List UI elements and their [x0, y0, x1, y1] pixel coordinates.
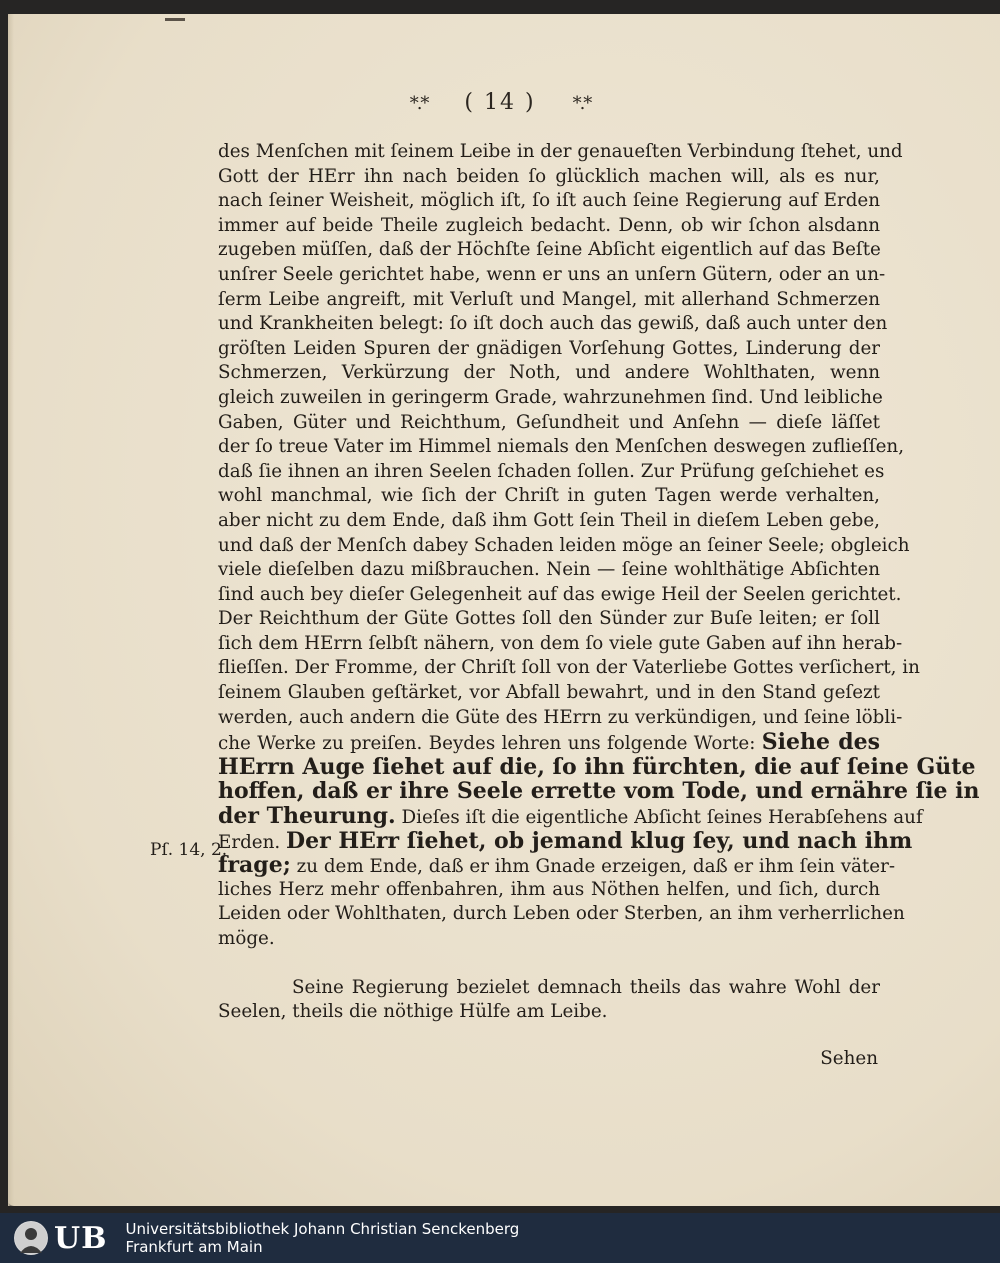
text-line: ſeinem Glauben geſtärket, vor Abfall bewahrt, und in den Stand geſezt — [218, 682, 880, 704]
text-line: zugeben müſſen, daß der Höchſte ſeine Abſicht eigentlich auf das Beſte — [218, 239, 881, 261]
text-line: Gott der HErr ihn nach beiden ſo glücklich machen will, als es nur, — [218, 165, 880, 187]
quote-segment: der Theurung. — [218, 803, 396, 830]
text-line: gröſten Leiden Spuren der gnädigen Vorſehung Gottes, Linderung der — [218, 337, 880, 359]
text-line: und daß der Menſch dabey Schaden leiden möge an ſeiner Seele; obgleich — [218, 534, 910, 556]
text-line: gleich zuweilen in geringerm Grade, wahrzunehmen ſind. Und leibliche — [218, 386, 883, 408]
text-line: und Krankheiten belegt: ſo iſt doch auch das gewiß, daß auch unter den — [218, 313, 888, 335]
portrait-seal-icon — [14, 1221, 48, 1255]
page-header — [0, 90, 1000, 115]
library-footer — [0, 1213, 1000, 1263]
text-segment: zu dem Ende, daß er ihm Gnade erzeigen, daß er ihm ſein väter- — [296, 856, 895, 878]
institution-line-2: Frankfurt am Main — [125, 1238, 263, 1256]
text-line: Schmerzen, Verkürzung der Noth, und andere Wohlthaten, wenn — [218, 362, 880, 384]
text-line — [218, 730, 880, 755]
paragraph-1 — [218, 140, 920, 730]
text-line: flieſſen. Der Fromme, der Chriſt ſoll von der Vaterliebe Gottes verſichert, in — [218, 657, 920, 679]
institution-line-1: Universitätsbibliothek Johann Christian Senckenberg — [125, 1220, 520, 1238]
text-line: liches Herz mehr offenbahren, ihm aus Nöthen helfen, und ſich, durch — [218, 878, 880, 900]
text-line: ſerm Leibe angreift, mit Verluſt und Mangel, mit allerhand Schmerzen — [218, 288, 880, 310]
library-logo[interactable] — [14, 1218, 108, 1258]
text-line: immer auf beide Theile zugleich bedacht. Denn, ob wir ſchon alsdann — [218, 214, 880, 236]
text-segment: che Werke zu preiſen. Beydes lehren uns folgende Worte: — [218, 733, 756, 755]
text-segment: Dieſes iſt die eigentliche Abſicht ſeines Herabſehens auf — [401, 807, 923, 829]
corner-mark — [165, 18, 185, 21]
body-text — [218, 140, 980, 1025]
text-line: Seelen, theils die nöthige Hülfe am Leibe. — [218, 1001, 608, 1023]
margin-note: Pſ. 14, 2. — [150, 840, 228, 860]
catchword: Sehen — [820, 1048, 878, 1069]
quote-line: HErrn Auge ſiehet auf die, ſo ihn fürchten, die auf ſeine Güte — [218, 753, 976, 780]
text-line — [218, 852, 895, 879]
ornament-right: *.* — [572, 93, 591, 114]
text-line: des Menſchen mit ſeinem Leibe in der genaueſten Verbindung ſtehet, und — [218, 141, 903, 162]
quote-segment: Siehe des — [761, 729, 880, 756]
text-segment: Erden. — [218, 831, 281, 853]
logo-text: UB — [54, 1220, 108, 1256]
quote-segment: Der HErr ſiehet, ob jemand klug ſey, und nach ihm — [286, 827, 913, 854]
text-line: aber nicht zu dem Ende, daß ihm Gott ſein Theil in dieſem Leben gebe, — [218, 509, 880, 531]
text-line: Leiden oder Wohlthaten, durch Leben oder Sterben, an ihm verherrlichen — [218, 903, 905, 925]
text-line: nach ſeiner Weisheit, möglich iſt, ſo iſt auch ſeine Regierung auf Erden — [218, 190, 880, 212]
text-line: Seine Regierung bezielet demnach theils das wahre Wohl der — [292, 976, 880, 998]
quote-line: hoffen, daß er ihre Seele errette vom Tode, und ernähre ſie in — [218, 778, 980, 805]
text-line: unſrer Seele gerichtet habe, wenn er uns an unſern Gütern, oder an un- — [218, 263, 886, 285]
text-line: werden, auch andern die Güte des HErrn zu verkündigen, und ſeine löbli- — [218, 706, 903, 728]
text-line: Gaben, Güter und Reichthum, Geſundheit und Anſehn — dieſe läſſet — [218, 411, 880, 433]
text-line — [218, 803, 923, 830]
text-line: ſind auch bey dieſer Gelegenheit auf das ewige Heil der Seelen gerichtet. — [218, 583, 902, 605]
text-line: ſich dem HErrn ſelbſt nähern, von dem ſo viele gute Gaben auf ihn herab- — [218, 632, 903, 654]
text-line: wohl manchmal, wie ſich der Chriſt in guten Tagen werde verhalten, — [218, 485, 880, 507]
quote-segment: frage; — [218, 852, 291, 879]
text-line: Der Reichthum der Güte Gottes ſoll den Sünder zur Buſe leiten; er ſoll — [218, 608, 880, 630]
paper-edge — [8, 14, 14, 1206]
text-line: der ſo treue Vater im Himmel niemals den Menſchen deswegen zuflieſſen, — [218, 436, 905, 458]
text-line: viele dieſelben dazu mißbrauchen. Nein — ſeine wohlthätige Abſichten — [218, 559, 880, 581]
ornament-left: *.* — [409, 93, 428, 114]
text-line — [218, 827, 913, 854]
page-number: ( 14 ) — [464, 90, 536, 115]
text-line: daß ſie ihnen an ihren Seelen ſchaden ſollen. Zur Prüfung geſchiehet es — [218, 460, 885, 482]
institution-name — [126, 1220, 520, 1256]
paragraph-gap — [218, 952, 880, 976]
text-line: möge. — [218, 928, 275, 949]
